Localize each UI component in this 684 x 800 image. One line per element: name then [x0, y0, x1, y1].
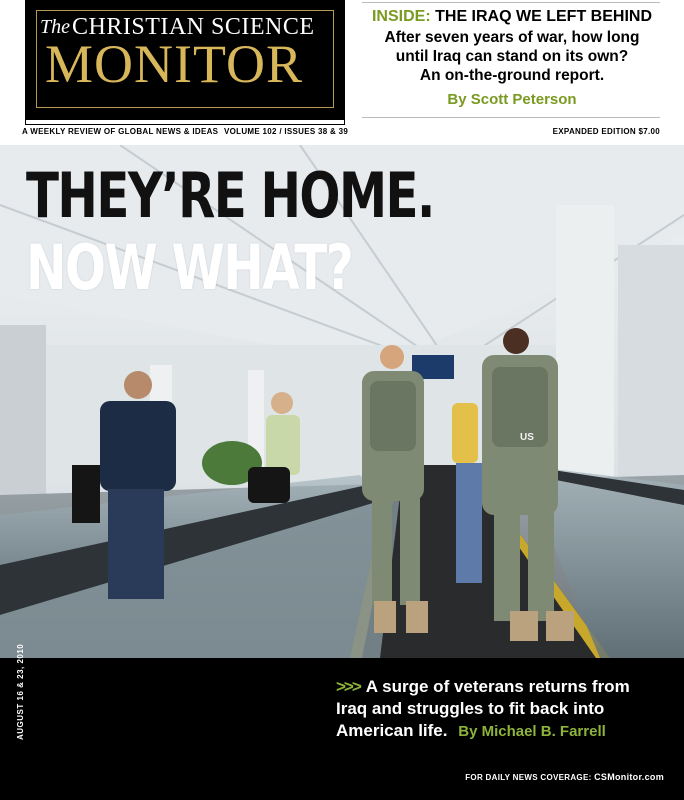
coverage-site[interactable]: CSMonitor.com	[594, 772, 664, 782]
cover-story-teaser[interactable]	[336, 676, 666, 743]
chevron-icon: >>>	[336, 677, 360, 696]
logo-line1: CHRISTIAN SCIENCE	[72, 14, 315, 40]
traveler-phone	[100, 401, 176, 491]
coverage-note	[465, 772, 664, 782]
edition-price: EXPANDED EDITION $7.00	[552, 127, 660, 136]
teaser-line: Iraq and struggles to fit back into	[336, 699, 605, 718]
teaser-line: A surge of veterans returns from	[365, 677, 630, 696]
inside-label: INSIDE:	[371, 8, 431, 25]
inside-teaser[interactable]	[362, 8, 662, 108]
teaser-byline: By Michael B. Farrell	[458, 723, 606, 740]
logo	[26, 0, 344, 124]
inside-line: After seven years of war, how long	[384, 29, 640, 46]
uniform-tag: US	[520, 432, 534, 443]
masthead	[0, 0, 684, 145]
inside-byline: By Scott Peterson	[447, 91, 577, 108]
dateline	[22, 127, 662, 139]
headline-line1: THEY’RE HOME.	[26, 159, 434, 232]
inside-line: until Iraq can stand on its own?	[395, 48, 629, 65]
logo-line2: MONITOR	[44, 34, 303, 94]
inside-rule-bottom	[362, 117, 660, 118]
teaser-line: American life.	[336, 721, 448, 740]
cover-headline	[26, 160, 434, 304]
volume-issue: VOLUME 102 / ISSUES 38 & 39	[224, 127, 349, 136]
inside-title: THE IRAQ WE LEFT BEHIND	[435, 8, 652, 25]
coverage-label: FOR DAILY NEWS COVERAGE:	[465, 773, 592, 782]
issue-date: AUGUST 16 & 23, 2010	[16, 643, 25, 740]
tagline: A WEEKLY REVIEW OF GLOBAL NEWS & IDEAS	[22, 127, 219, 136]
inside-line: An on-the-ground report.	[419, 67, 605, 84]
logo-the: The	[40, 16, 70, 38]
headline-line2: NOW WHAT?	[26, 231, 353, 304]
inside-rule-top	[362, 2, 660, 3]
